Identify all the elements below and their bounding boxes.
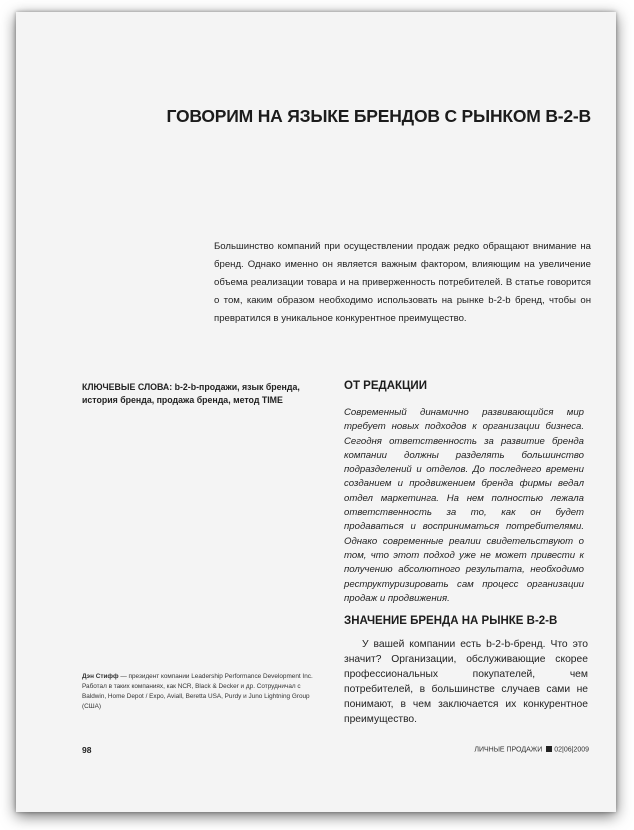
issue-date: 02|06|2009 xyxy=(554,746,589,754)
author-note xyxy=(82,672,322,712)
square-icon xyxy=(546,746,552,752)
section-heading: ЗНАЧЕНИЕ БРЕНДА НА РЫНКЕ B-2-B xyxy=(344,615,558,627)
magazine-page xyxy=(16,12,616,812)
editorial-text: Современный динамично развивающийся мир требует новых подходов к организации бизнеса. Сегодня ответственность за развитие бренда компании должны разделять большинство подразделений и отделов. До последнего времени созданием и продвижением бренда фирмы ведал отдел маркетинга. На нем полностью лежала ответственность за то, как он будет продаваться и восприниматься потребителями. Однако современные реалии свидетельствуют о том, что этот подход уже не может привести к получению абсолютного результата, необходимо реструктуризировать сам процесс организации продаж и продвижения. xyxy=(344,407,584,604)
footer-magazine xyxy=(474,746,589,754)
article-lead: Большинство компаний при осуществлении продаж редко обращают внимание на бренд. Однако именно он является важным фактором, влияющим на увеличение объема реализации товара и на приверженность потребителей. В статье говорится о том, каким образом необходимо использовать на рынке b-2-b бренд, чтобы он превратился в уникальное конкурентное преимущество. xyxy=(214,241,591,324)
section-text: У вашей компании есть b-2-b-бренд. Что это значит? Организации, обслуживающие скорее профессиональных покупателей, чем потребителей, в большинстве случаев сами не понимают, в чем заключается их конкурентное преимущество. xyxy=(344,639,588,725)
article-title: ГОВОРИМ НА ЯЗЫКЕ БРЕНДОВ С РЫНКОМ B-2-B xyxy=(166,106,591,126)
editorial-heading: ОТ РЕДАКЦИИ xyxy=(344,380,427,392)
author-bio: — президент компании Leadership Performance Development Inc. Работал в таких компаниях, как NCR, Black & Decker и др. Сотрудничал с Baldwin, Home Depot / Expo, Aviall, Beretta USA, Purdy и Juno Lightning Group (США) xyxy=(82,673,313,710)
author-name: Дэн Стифф xyxy=(82,673,119,680)
magazine-name: ЛИЧНЫЕ ПРОДАЖИ xyxy=(474,746,543,754)
page-number: 98 xyxy=(82,745,92,755)
keywords: КЛЮЧЕВЫЕ СЛОВА: b-2-b-продажи, язык бренда, история бренда, продажа бренда, метод TIME xyxy=(82,382,300,405)
